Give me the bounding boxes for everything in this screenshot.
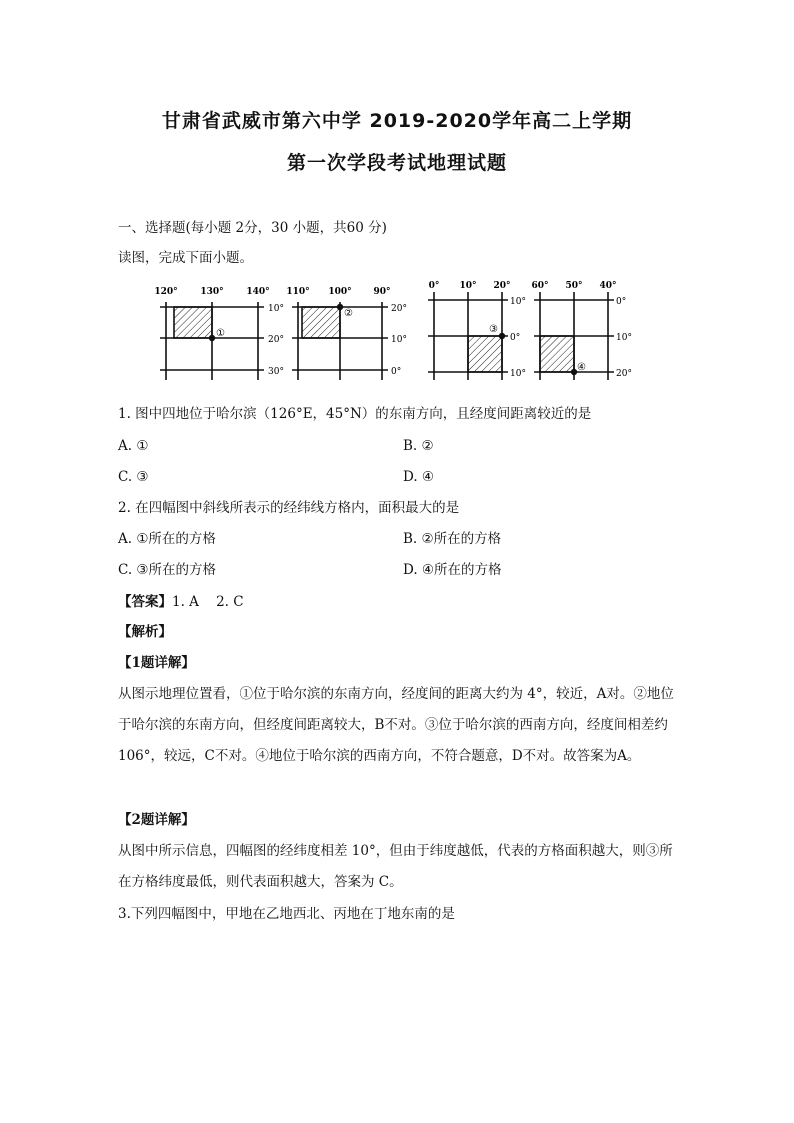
- panel-4-side-label-1: 0°: [616, 297, 627, 307]
- question-3-stem: 3.下列四幅图中，甲地在乙地西北、丙地在丁地东南的是: [118, 906, 455, 922]
- page-title: 甘肃省武威市第六中学 2019-2020学年高二上学期: [161, 110, 633, 132]
- section-heading: 一、选择题(每小题 2分，30 小题，共60 分): [118, 220, 387, 236]
- panel-3-top-label-2: 10°: [459, 281, 477, 291]
- question-1-options-row-1: [118, 436, 688, 456]
- panel-1-top-label-2: 130°: [200, 287, 224, 297]
- panel-1-top-label-1: 120°: [154, 287, 178, 297]
- panel-3-top-label-1: 0°: [428, 281, 440, 291]
- grid-panel-3: [428, 281, 526, 380]
- panel-1-side-label-3: 30°: [268, 367, 284, 377]
- panel-2-top-label-1: 110°: [286, 287, 310, 297]
- grid-panel-2: [286, 287, 407, 380]
- panel-4-top-label-2: 50°: [565, 281, 583, 291]
- analysis-q2-text: 从图中所示信息，四幅图的经纬度相差 10°，但由于纬度越低，代表的方格面积越大，则③所在方格纬度最低，则代表面积越大，答案为 C。: [118, 843, 673, 890]
- answer-row: [118, 592, 688, 612]
- question-1-option-d[interactable]: D. ④: [403, 469, 435, 485]
- question-1-option-c[interactable]: C. ③: [118, 469, 149, 485]
- panel-2-top-label-2: 100°: [328, 287, 352, 297]
- question-1-option-a[interactable]: A. ①: [118, 438, 149, 454]
- question-2-stem: 2. 在四幅图中斜线所表示的经纬线方格内，面积最大的是: [118, 500, 460, 516]
- panel-3-side-label-3: 10°: [510, 369, 526, 379]
- latlong-grid-figure: [0, 280, 794, 390]
- panel-2-side-label-2: 10°: [391, 335, 407, 345]
- analysis-q2-label: 【2题详解】: [118, 812, 195, 828]
- panel-3-marker: ③: [489, 324, 498, 335]
- panel-4-top-label-3: 40°: [599, 281, 617, 291]
- panel-2-marker: ②: [344, 308, 353, 319]
- question-2-option-b[interactable]: B. ②所在的方格: [403, 531, 502, 547]
- panel-2-side-label-3: 0°: [391, 367, 402, 377]
- question-1-option-b[interactable]: B. ②: [403, 438, 434, 454]
- panel-4-side-label-2: 10°: [616, 333, 632, 343]
- answer-text: 1. A 2. C: [172, 594, 244, 610]
- section-intro: 读图，完成下面小题。: [118, 250, 253, 266]
- page-subtitle: 第一次学段考试地理试题: [286, 152, 507, 174]
- analysis-q1-label: 【1题详解】: [118, 655, 195, 671]
- analysis-label: 【解析】: [118, 624, 172, 640]
- panel-2-top-label-3: 90°: [373, 287, 391, 297]
- question-2-options-row-1: [118, 529, 688, 549]
- question-2-option-a[interactable]: A. ①所在的方格: [118, 531, 216, 547]
- panel-4-top-label-1: 60°: [531, 281, 549, 291]
- panel-3-side-label-1: 10°: [510, 297, 526, 307]
- question-2-option-c[interactable]: C. ③所在的方格: [118, 562, 217, 578]
- grid-panel-1: [154, 287, 284, 380]
- panel-1-side-label-2: 20°: [268, 335, 284, 345]
- question-1-options-row-2: [118, 467, 688, 487]
- grid-panel-4: [531, 281, 631, 380]
- panel-4-marker: ④: [577, 362, 586, 373]
- panel-4-side-label-3: 20°: [616, 369, 632, 379]
- panel-3-top-label-3: 20°: [493, 281, 511, 291]
- panel-1-side-label-1: 10°: [268, 304, 284, 314]
- question-1-stem: 1. 图中四地位于哈尔滨（126°E，45°N）的东南方向，且经度间距离较近的是: [118, 406, 592, 422]
- panel-3-side-label-2: 0°: [510, 333, 521, 343]
- answer-label: 【答案】: [118, 594, 172, 610]
- question-2-options-row-2: [118, 560, 688, 580]
- panel-1-top-label-3: 140°: [246, 287, 270, 297]
- analysis-q1-text: 从图示地理位置看，①位于哈尔滨的东南方向，经度间的距离大约为 4°，较近，A对。②地位于哈尔滨的东南方向，但经度间距离较大，B不对。③位于哈尔滨的西南方向，经度间相差约 106°，较远，C不对。④地位于哈尔滨的西南方向，不符合题意，D不对。故答案为A。: [118, 686, 674, 764]
- panel-1-marker: ①: [216, 328, 225, 339]
- panel-2-side-label-1: 20°: [391, 304, 407, 314]
- question-2-option-d[interactable]: D. ④所在的方格: [403, 562, 502, 578]
